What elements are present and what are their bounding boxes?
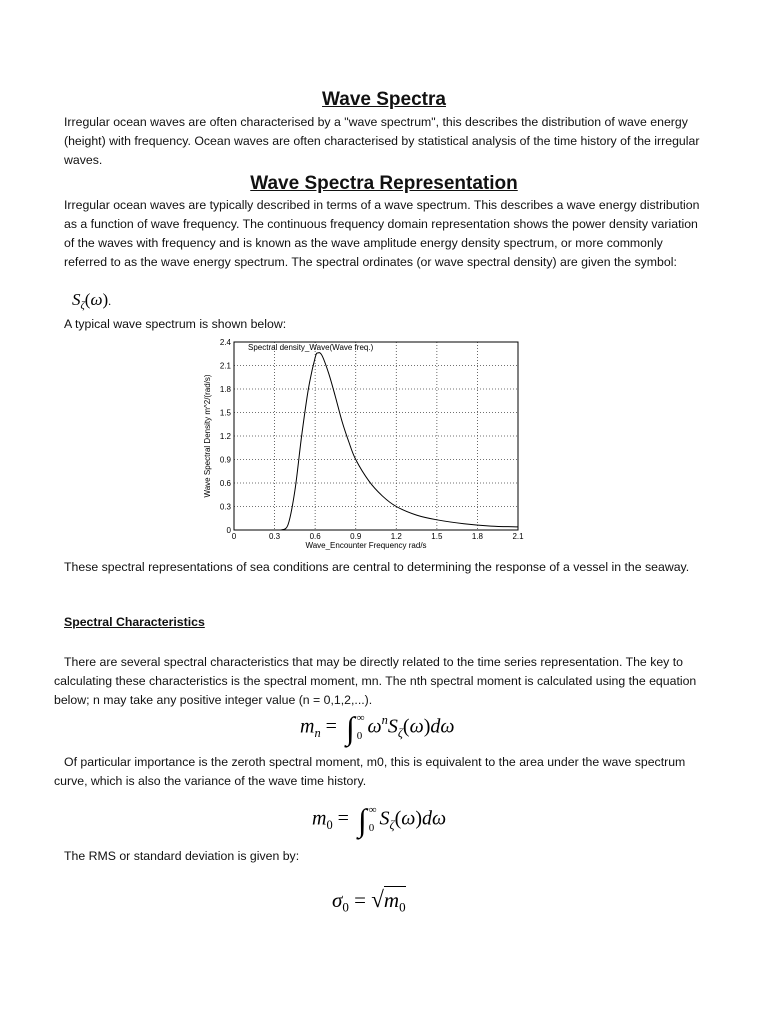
page-title: Wave Spectra: [322, 89, 446, 110]
section-title-representation: Wave Spectra Representation: [250, 173, 518, 194]
representation-paragraph: Irregular ocean waves are typically described in terms of a wave spectrum. This describes a wave energy distribution as a function of wave frequency. The continuous frequency domain representation shows the power density variation of the waves with frequency and is known as the wave amplitude energy density spectrum, or more commonly referred to as the wave energy spectrum. The spectral ordinates (or wave spectral density) are given the symbol:: [64, 198, 700, 269]
sea-conditions-paragraph: These spectral representations of sea conditions are central to determining the response of a vessel in the seaway.: [64, 560, 690, 574]
y-tick-label: 0.6: [219, 479, 231, 488]
x-tick-label: 1.5: [431, 532, 443, 541]
spectrum-curve: [281, 353, 518, 530]
intro-paragraph: Irregular ocean waves are often characterised by a "wave spectrum", this describes the distribution of wave energy (height) with frequency. Ocean waves are often characterised by statistical analysis of the time history of the irregular waves.: [64, 115, 700, 167]
rms-paragraph: The RMS or standard deviation is given by:: [64, 849, 300, 863]
x-tick-label: 0: [231, 532, 237, 541]
x-tick-label: 0.3: [269, 532, 281, 541]
typical-spectrum-paragraph: A typical wave spectrum is shown below:: [64, 317, 287, 331]
chart-grid: [234, 342, 518, 530]
x-tick-label: 2.1: [512, 532, 524, 541]
x-tick-label: 0.9: [350, 532, 362, 541]
y-tick-label: 0: [226, 526, 231, 535]
nth-moment-equation: $m_n$ = ∫ ∞ 0 $\omega^nS_\zeta(\omega)d\omega$: [300, 710, 455, 746]
x-tick-label: 0.6: [309, 532, 321, 541]
zeroth-moment-paragraph: Of particular importance is the zeroth spectral moment, m0, this is equivalent to the area under the wave spectrum curve, which is also the variance of the wave time history.: [54, 755, 686, 788]
y-tick-labels: [220, 338, 232, 535]
y-axis-label: Wave Spectral Density m^2/(rad/s): [203, 374, 212, 498]
wave-spectrum-chart: [200, 334, 530, 556]
spectral-characteristics-heading: Spectral Characteristics: [64, 615, 205, 629]
y-tick-label: 2.4: [219, 338, 231, 347]
y-tick-label: 2.1: [219, 361, 231, 371]
y-tick-label: 1.2: [219, 432, 231, 441]
chart-title: Spectral density_Wave(Wave freq.): [248, 343, 374, 352]
zeroth-moment-equation: $m_0$ = ∫ ∞ 0 $S_\zeta(\omega)d\omega$: [312, 802, 447, 838]
spectral-symbol-equation: $S_\zeta(\omega)$.: [72, 290, 112, 312]
x-tick-label: 1.8: [471, 532, 483, 541]
y-tick-label: 0.9: [219, 455, 231, 465]
x-tick-labels: [232, 532, 524, 541]
y-tick-label: 1.8: [219, 385, 231, 394]
spectral-moment-paragraph: There are several spectral characteristics that may be directly related to the time series representation. The key to calculating these characteristics is the spectral moment, mn. The nth spectral moment is calculated using the equation below; n may take any positive integer value (n = 0,1,2,...).: [54, 655, 697, 707]
x-axis-label: Wave_Encounter Frequency rad/s: [305, 541, 427, 550]
x-tick-label: 1.2: [390, 532, 402, 541]
y-tick-label: 1.5: [219, 408, 231, 418]
y-tick-label: 0.3: [219, 502, 231, 512]
standard-deviation-equation: $\sigma_0 = √m_0$: [332, 886, 406, 915]
